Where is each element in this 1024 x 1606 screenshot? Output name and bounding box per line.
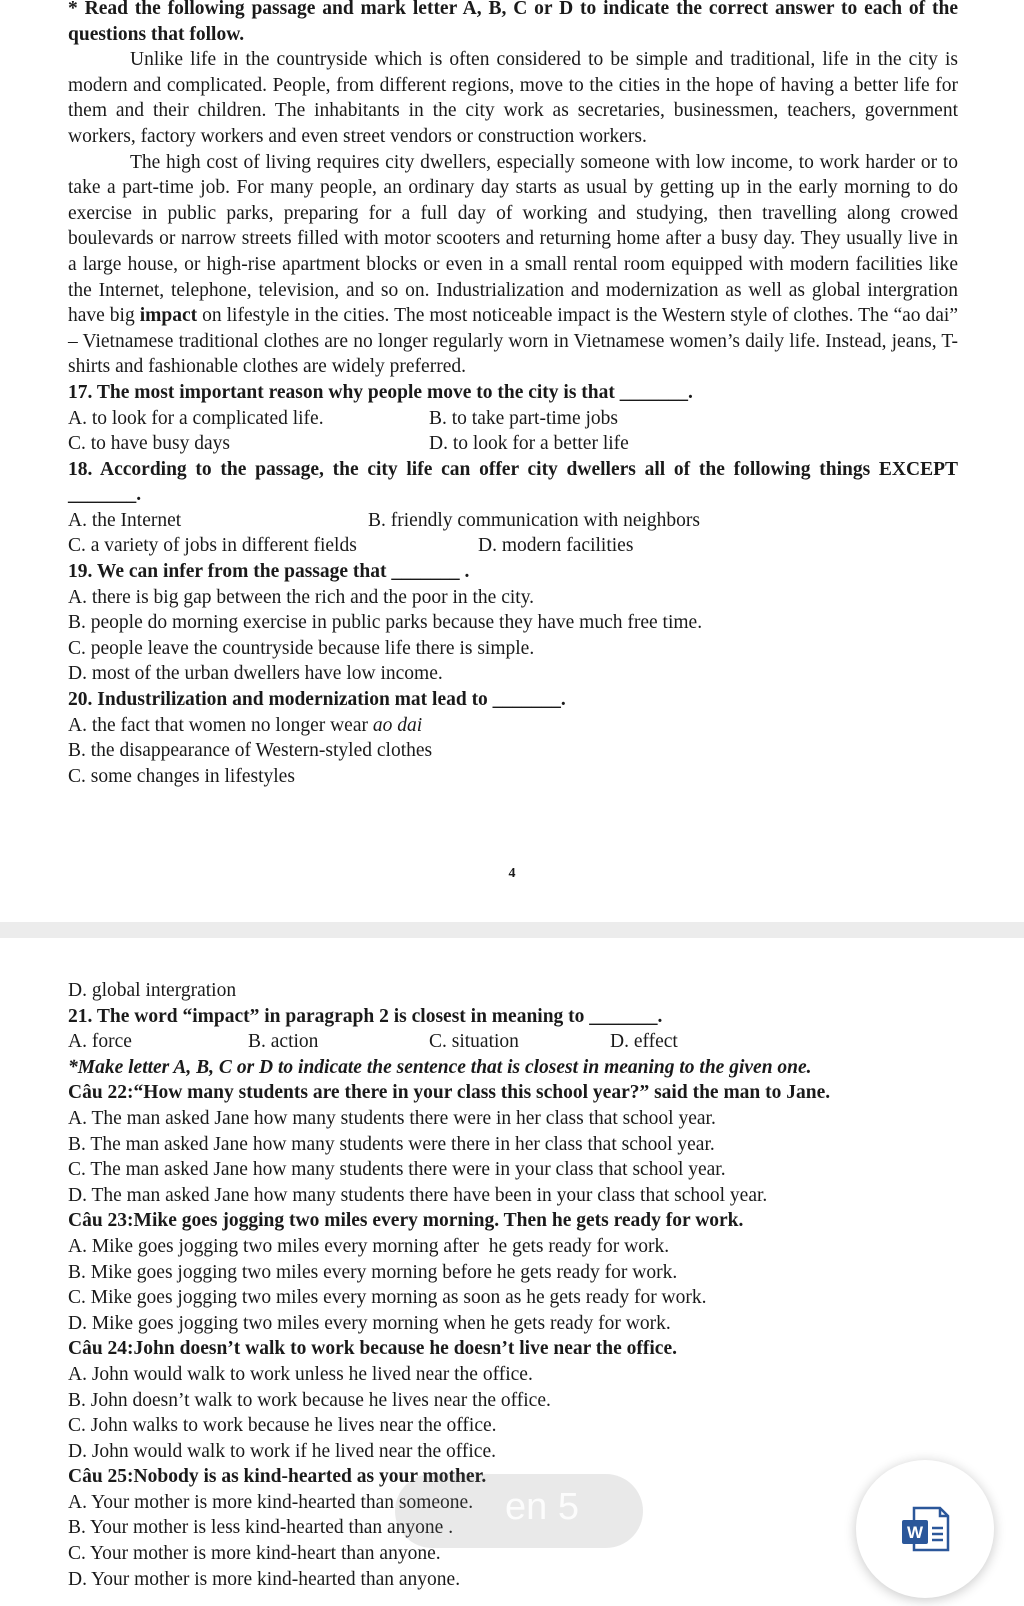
q25-option-b: B. Your mother is less kind-hearted than anyone . — [68, 1517, 454, 1539]
q18-option-d: D. modern facilities — [478, 535, 634, 557]
q23-option-d: D. Mike goes jogging two miles every morning when he gets ready for work. — [68, 1312, 671, 1334]
rewrite-instruction: *Make letter A, B, C or D to indicate the sentence that is closest in meaning to the given one. — [68, 1056, 812, 1078]
q22-option-b: B. The man asked Jane how many students were there in her class that school year. — [68, 1133, 715, 1155]
q21-option-b: B. action — [248, 1031, 319, 1053]
page-content — [68, 0, 958, 789]
q17-option-a: A. to look for a complicated life. — [68, 407, 324, 429]
page-separator — [0, 922, 1024, 938]
q20-option-b: B. the disappearance of Western-styled clothes — [68, 740, 433, 762]
q19-option-a: A. there is big gap between the rich and the poor in the city. — [68, 586, 535, 608]
q21-option-c: C. situation — [429, 1031, 519, 1053]
q22-option-c: C. The man asked Jane how many students there were in your class that school year. — [68, 1159, 726, 1181]
question-18-options-row-1 — [68, 508, 958, 534]
question-22-stem: Câu 22:“How many students are there in your class this school year?” said the man to Jane. — [68, 1082, 831, 1104]
question-17-options-row-2 — [68, 431, 958, 457]
q25-option-a: A. Your mother is more kind-hearted than someone. — [68, 1491, 474, 1513]
q25-option-c: C. Your mother is more kind-heart than anyone. — [68, 1543, 441, 1565]
q24-option-d: D. John would walk to work if he lived near the office. — [68, 1440, 496, 1462]
paragraph-2-part-2: on lifestyle in the cities. The most noticeable impact is the Western style of clothes. The “ao dai” – Vietnamese traditional clothes are no longer regularly worn in Vietnamese women’s daily life. Instead, jeans, T-shirts and fashionable clothes are widely preferred. — [68, 305, 958, 378]
q18-option-b: B. friendly communication with neighbors — [368, 509, 700, 531]
q24-option-a: A. John would walk to work unless he lived near the office. — [68, 1363, 533, 1385]
question-24-stem: Câu 24:John doesn’t walk to work because he doesn’t live near the office. — [68, 1338, 677, 1360]
question-20-stem: 20. Industrilization and modernization mat lead to _______. — [68, 689, 566, 711]
q22-option-d: D. The man asked Jane how many students there have been in your class that school year. — [68, 1184, 768, 1206]
q19-option-b: B. people do morning exercise in public parks because they have much free time. — [68, 612, 703, 634]
page-number: 4 — [508, 866, 516, 881]
q21-option-d: D. effect — [610, 1031, 678, 1053]
q24-option-c: C. John walks to work because he lives near the office. — [68, 1415, 497, 1437]
q17-option-b: B. to take part-time jobs — [429, 407, 619, 429]
page-indicator-text: en 5 — [505, 1486, 579, 1528]
q19-option-d: D. most of the urban dwellers have low income. — [68, 663, 443, 685]
reading-instruction: * Read the following passage and mark letter A, B, C or D to indicate the correct answer to each of the questions that follow. — [68, 0, 958, 45]
q22-option-a: A. The man asked Jane how many students there were in her class that school year. — [68, 1107, 716, 1129]
q19-option-c: C. people leave the countryside because life there is simple. — [68, 637, 535, 659]
paragraph-2-part-1: The high cost of living requires city dwellers, especially someone with low income, to work harder or to take a part-time job. For many people, an ordinary day starts as usual by getting up in the early morning to do exercise in public parks, preparing for a full day of working and studying, then travelling along crowed boulevards or narrow streets filled with motor scooters and returning home after a busy day. They usually live in a large house, or high-rise apartment blocks or even in a small rental room equipped with modern facilities like the Internet, telephone, television, and so on. Industrialization and modernization as well as global intergration have big — [68, 151, 958, 327]
question-17-options-row-1 — [68, 406, 958, 432]
q24-option-b: B. John doesn’t walk to work because he lives near the office. — [68, 1389, 551, 1411]
q20-option-a-italic: ao dai — [372, 714, 423, 736]
q17-option-d: D. to look for a better life — [429, 433, 629, 455]
q20-option-a-text: A. the fact that women no longer wear — [68, 714, 373, 736]
question-21-options-row — [68, 1029, 958, 1055]
open-in-word-button[interactable] — [856, 1460, 994, 1598]
passage-paragraph-2 — [68, 150, 958, 380]
highlighted-word-impact: impact — [139, 305, 198, 327]
q23-option-c: C. Mike goes jogging two miles every morning as soon as he gets ready for work. — [68, 1287, 707, 1309]
q23-option-a: A. Mike goes jogging two miles every morning after he gets ready for work. — [68, 1235, 670, 1257]
q20-option-d: D. global intergration — [68, 980, 237, 1001]
q23-option-b: B. Mike goes jogging two miles every morning before he gets ready for work. — [68, 1261, 678, 1283]
passage-paragraph-1: Unlike life in the countryside which is often considered to be simple and traditional, life in the city is modern and complicated. People, from different regions, move to the cities in the hope of having a better life for them and their children. The inhabitants in the city work as secretaries, businessmen, teachers, government workers, factory workers and even street vendors or construction workers. — [68, 49, 958, 147]
question-25-stem: Câu 25:Nobody is as kind-hearted as your mother. — [68, 1466, 487, 1488]
question-23-stem: Câu 23:Mike goes jogging two miles every morning. Then he gets ready for work. — [68, 1210, 744, 1232]
question-18-stem: 18. According to the passage, the city life can offer city dwellers all of the following things EXCEPT _______. — [68, 458, 958, 506]
q21-option-a: A. force — [68, 1031, 132, 1053]
question-17-stem: 17. The most important reason why people move to the city is that _______. — [68, 381, 693, 403]
q25-option-d: D. Your mother is more kind-hearted than anyone. — [68, 1568, 461, 1590]
question-18-options-row-2 — [68, 533, 958, 559]
question-21-stem: 21. The word “impact” in paragraph 2 is closest in meaning to _______. — [68, 1005, 663, 1027]
q20-option-c: C. some changes in lifestyles — [68, 765, 295, 787]
q17-option-c: C. to have busy days — [68, 433, 230, 455]
q18-option-c: C. a variety of jobs in different fields — [68, 535, 357, 557]
word-icon-letter: W — [906, 1523, 924, 1542]
question-19-stem: 19. We can infer from the passage that _______ . — [68, 561, 470, 583]
word-document-icon — [900, 1506, 950, 1552]
q20-option-a — [68, 713, 958, 739]
q18-option-a: A. the Internet — [68, 509, 182, 531]
